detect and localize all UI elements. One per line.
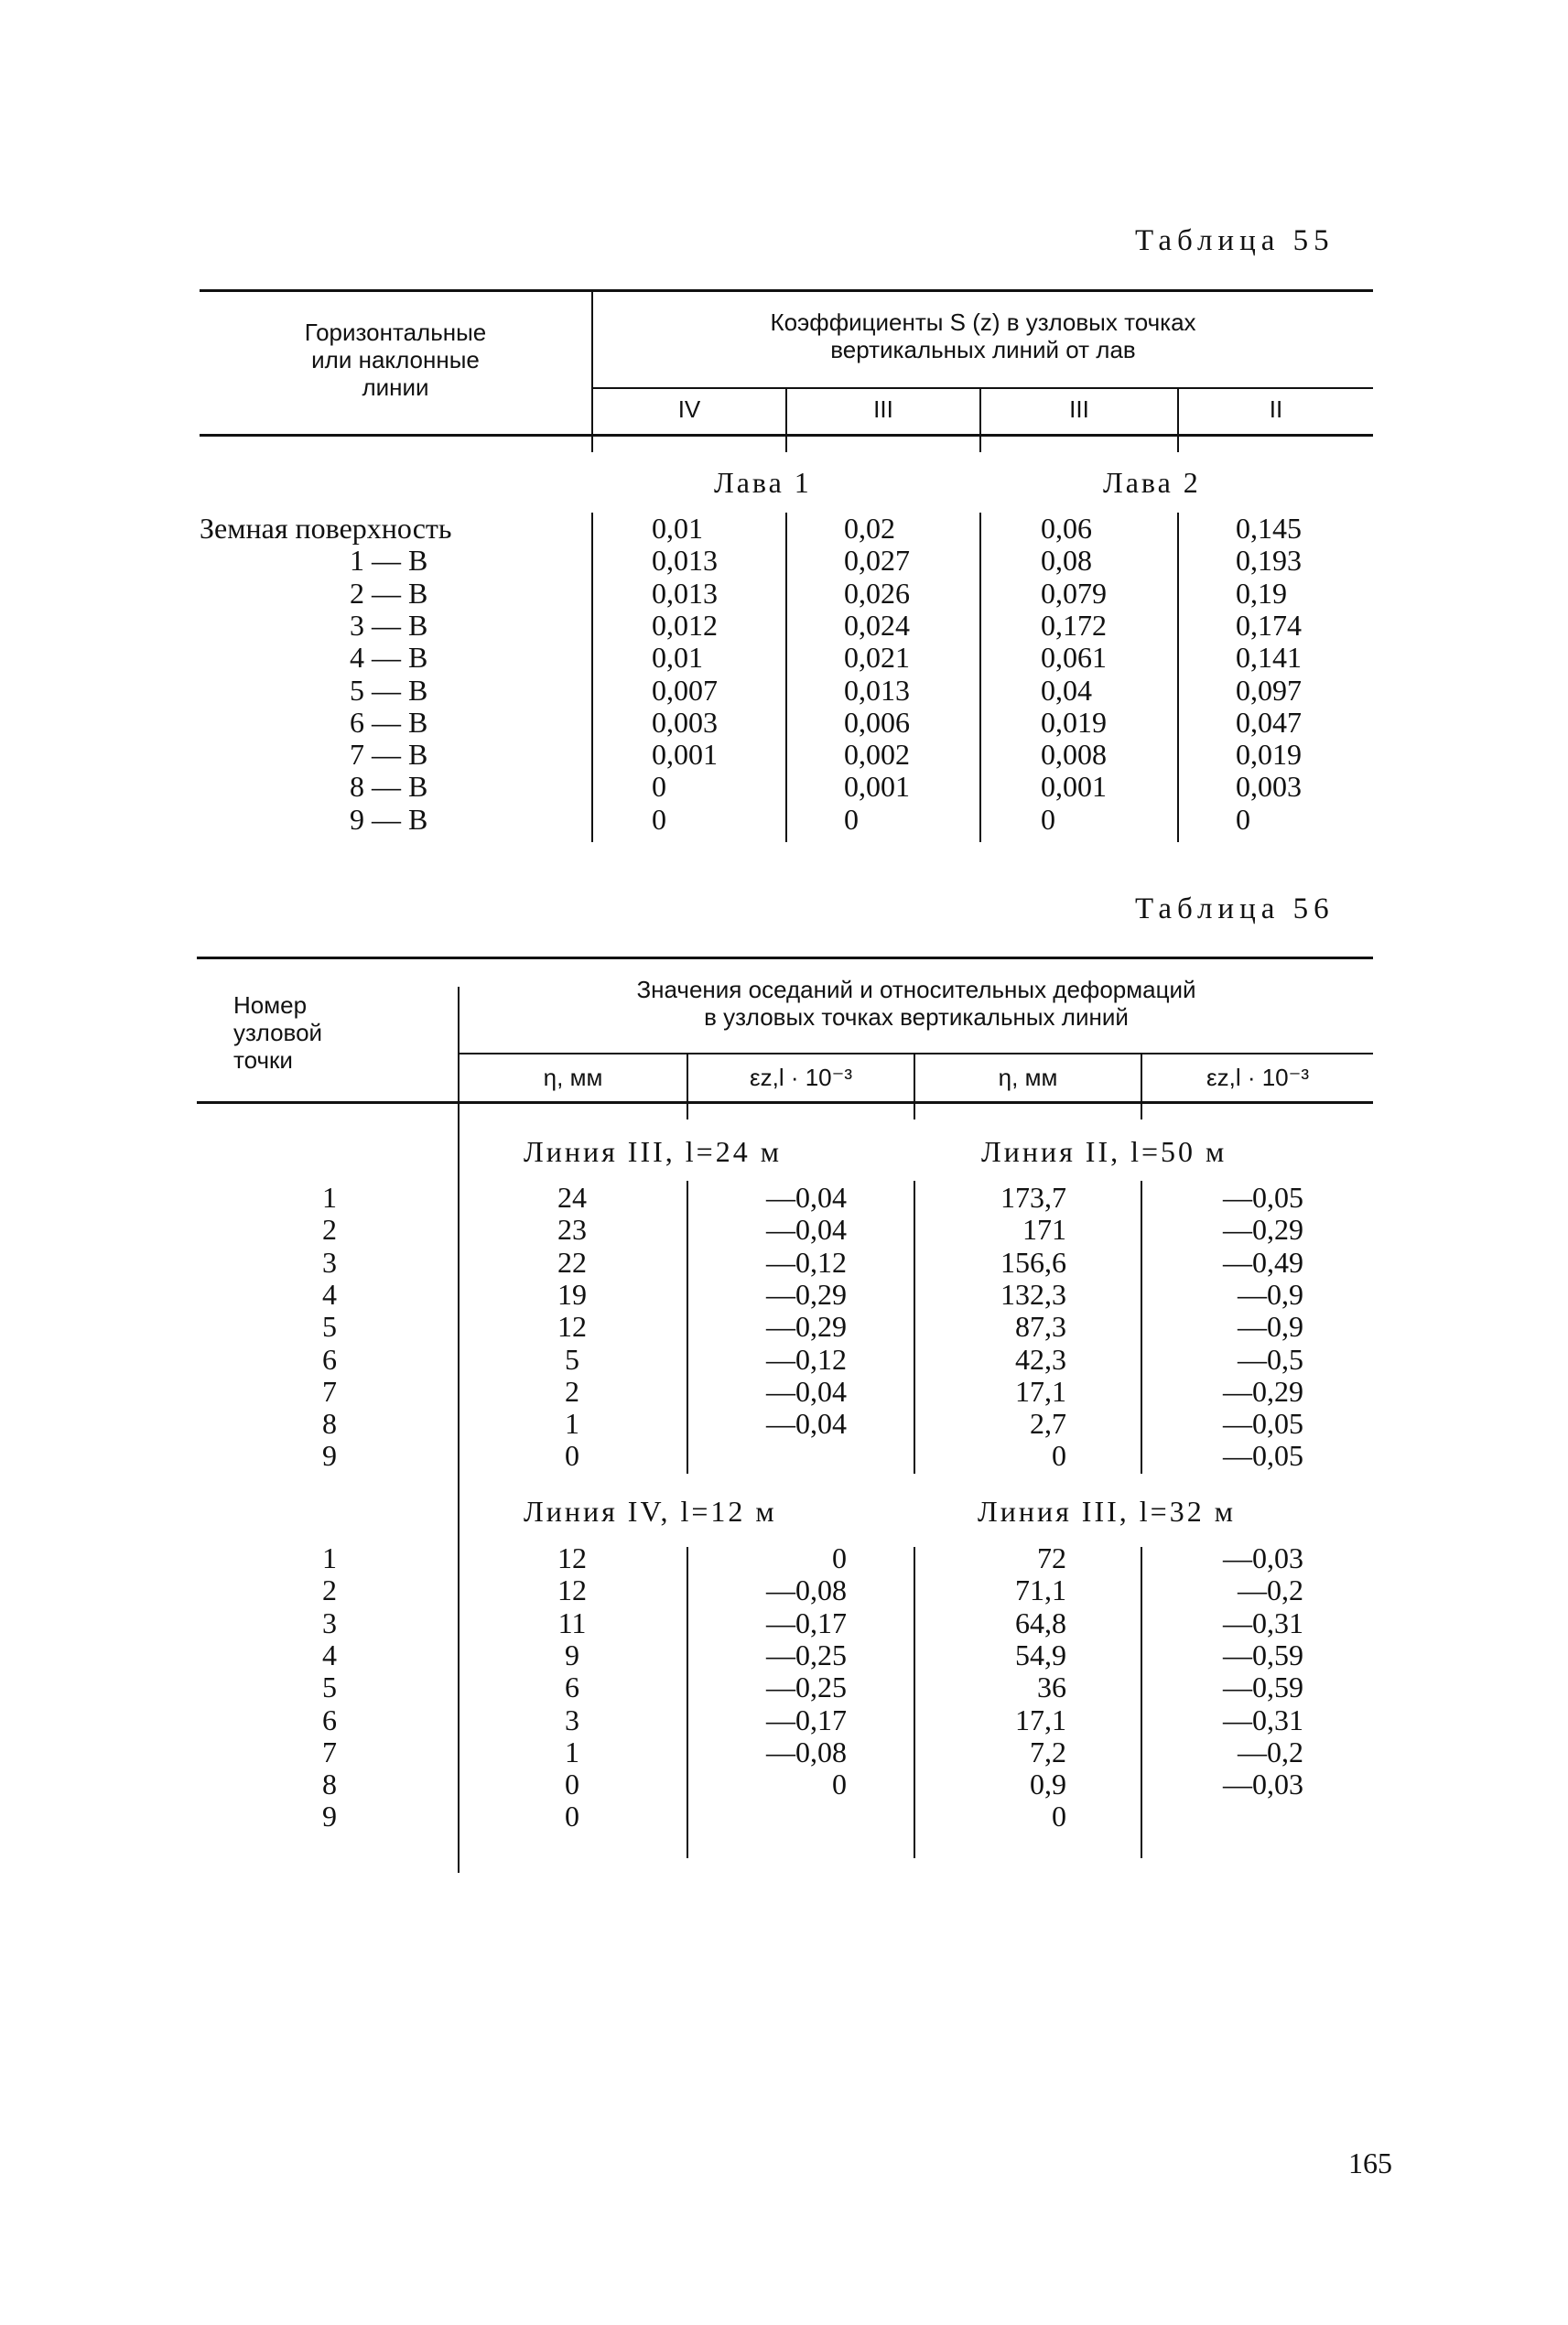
table-55-cell: 0,003 bbox=[1236, 770, 1302, 804]
table-56-eta-right: 64,8 bbox=[1015, 1606, 1066, 1639]
table-56-subheader-rule bbox=[458, 1053, 1373, 1054]
table-55-cell: 0,04 bbox=[1041, 673, 1092, 707]
table-56-eps-left: —0,04 bbox=[766, 1181, 847, 1214]
table-56-point-number: 8 bbox=[322, 1768, 337, 1801]
table-56-divider-col3-s2 bbox=[914, 1547, 915, 1858]
table-56-eps-right: —0,2 bbox=[1238, 1573, 1303, 1607]
table-55-cell: 0,047 bbox=[1236, 705, 1302, 739]
table-55-subheader-3: III bbox=[1069, 395, 1089, 423]
table-56-divider-col2-s2 bbox=[687, 1547, 688, 1858]
table-56-eps-left: —0,04 bbox=[766, 1213, 847, 1247]
table-56-eta-right: 72 bbox=[1037, 1541, 1066, 1574]
table-56-point-number: 5 bbox=[322, 1671, 337, 1704]
table-56-eta-left: 12 bbox=[557, 1573, 587, 1607]
table-56-eps-left: —0,25 bbox=[766, 1638, 847, 1671]
table-56-section-1-left-title: Линия III, l=24 м bbox=[524, 1135, 782, 1168]
table-56-section-1-right-title: Линия II, l=50 м bbox=[981, 1135, 1227, 1168]
table-55-cell: 0,027 bbox=[844, 544, 910, 578]
table-56-eps-right: —0,03 bbox=[1223, 1768, 1303, 1801]
table-55-divider-main bbox=[591, 513, 593, 842]
table-55-cell: 0,013 bbox=[652, 576, 718, 610]
table-56-eps-right: —0,05 bbox=[1223, 1439, 1303, 1473]
table-56-eta-left: 1 bbox=[565, 1735, 579, 1768]
table-56-point-number: 9 bbox=[322, 1439, 337, 1473]
table-55-top-rule bbox=[200, 289, 1373, 292]
table-56-eps-right: —0,59 bbox=[1223, 1638, 1303, 1671]
table-55-row-label: 8 — В bbox=[350, 770, 428, 804]
table-55-group-lava-2: Лава 2 bbox=[1103, 466, 1201, 499]
table-56-eps-left: —0,12 bbox=[766, 1342, 847, 1376]
table-56-eta-left: 19 bbox=[557, 1277, 587, 1311]
table-55-cell: 0,019 bbox=[1041, 705, 1107, 739]
table-55-subheader-1: IV bbox=[677, 395, 701, 423]
table-56-eps-left: —0,17 bbox=[766, 1606, 847, 1639]
table-55-cell: 0,024 bbox=[844, 608, 910, 642]
table-56-eps-right: —0,9 bbox=[1238, 1277, 1303, 1311]
table-56-subheader-1: η, мм bbox=[543, 1064, 603, 1091]
table-56-eta-left: 0 bbox=[565, 1800, 579, 1833]
table-56-eta-right: 42,3 bbox=[1015, 1342, 1066, 1376]
table-55-cell: 0,01 bbox=[652, 641, 703, 675]
table-55-divider-col2-body bbox=[785, 513, 787, 842]
table-56-divider-col4-s2 bbox=[1141, 1547, 1142, 1858]
table-56-eps-left: —0,29 bbox=[766, 1310, 847, 1344]
table-56-eps-left: —0,08 bbox=[766, 1573, 847, 1607]
table-56-point-number: 6 bbox=[322, 1703, 337, 1736]
table-56-eta-right: 171 bbox=[1022, 1213, 1066, 1247]
table-55-row-label: 7 — В bbox=[350, 738, 428, 772]
table-55-cell: 0,007 bbox=[652, 673, 718, 707]
table-56-eta-left: 12 bbox=[557, 1541, 587, 1574]
table-56-top-rule bbox=[197, 957, 1373, 959]
table-56-point-number: 4 bbox=[322, 1277, 337, 1311]
table-55-cell: 0,021 bbox=[844, 641, 910, 675]
table-56-eps-left: —0,12 bbox=[766, 1245, 847, 1279]
table-55-cell: 0 bbox=[1236, 802, 1250, 836]
table-56-subheader-3: η, мм bbox=[998, 1064, 1058, 1091]
table-56-divider-col3-s1 bbox=[914, 1181, 915, 1474]
table-55-column-header: Коэффициенты S (z) в узловых точках вертикальных линий от лав bbox=[770, 308, 1196, 363]
table-56-point-number: 2 bbox=[322, 1573, 337, 1607]
table-55-row-header: Горизонтальные или наклонные линии bbox=[304, 319, 487, 401]
table-56-point-number: 2 bbox=[322, 1213, 337, 1247]
table-56-point-number: 3 bbox=[322, 1245, 337, 1279]
table-55-cell: 0,06 bbox=[1041, 512, 1092, 545]
table-55-cell: 0,19 bbox=[1236, 576, 1287, 610]
table-56-eta-right: 54,9 bbox=[1015, 1638, 1066, 1671]
table-55-subheader-4: II bbox=[1269, 395, 1283, 423]
table-56-divider-main bbox=[458, 987, 460, 1873]
table-56-eta-left: 23 bbox=[557, 1213, 587, 1247]
table-56-section-2-right-title: Линия III, l=32 м bbox=[978, 1495, 1236, 1528]
table-56-eps-left: 0 bbox=[832, 1541, 847, 1574]
table-56-eps-right: —0,05 bbox=[1223, 1407, 1303, 1441]
table-55-cell: 0,001 bbox=[1041, 770, 1107, 804]
table-56-eta-left: 22 bbox=[557, 1245, 587, 1279]
table-56-eta-right: 36 bbox=[1037, 1671, 1066, 1704]
table-56-caption: Таблица 56 bbox=[1135, 892, 1335, 925]
table-56-eta-left: 0 bbox=[565, 1439, 579, 1473]
table-56-eps-right: —0,59 bbox=[1223, 1671, 1303, 1704]
table-55-cell: 0,097 bbox=[1236, 673, 1302, 707]
table-56-subheader-2: εz,l · 10⁻³ bbox=[750, 1064, 852, 1091]
table-55-subheader-rule bbox=[593, 387, 1373, 389]
table-55-cell: 0,012 bbox=[652, 608, 718, 642]
table-56-eta-right: 2,7 bbox=[1030, 1407, 1066, 1441]
table-56-column-header: Значения оседаний и относительных деформаций в узловых точках вертикальных линий bbox=[636, 976, 1196, 1031]
table-56-divider-col2-s1 bbox=[687, 1181, 688, 1474]
table-55-row-label: 6 — В bbox=[350, 705, 428, 739]
table-56-eta-left: 0 bbox=[565, 1768, 579, 1801]
table-56-eta-left: 1 bbox=[565, 1407, 579, 1441]
table-55-row-label: 3 — В bbox=[350, 608, 428, 642]
table-56-eps-left: —0,04 bbox=[766, 1407, 847, 1441]
table-55-cell: 0,003 bbox=[652, 705, 718, 739]
table-55-cell: 0,013 bbox=[652, 544, 718, 578]
table-56-eta-right: 17,1 bbox=[1015, 1374, 1066, 1408]
table-56-eta-right: 173,7 bbox=[1000, 1181, 1066, 1214]
table-55-cell: 0,01 bbox=[652, 512, 703, 545]
table-55-cell: 0,006 bbox=[844, 705, 910, 739]
table-56-eps-right: —0,31 bbox=[1223, 1703, 1303, 1736]
table-55-cell: 0,193 bbox=[1236, 544, 1302, 578]
table-55-cell: 0,02 bbox=[844, 512, 895, 545]
table-56-eta-right: 0 bbox=[1052, 1800, 1066, 1833]
table-56-eta-right: 156,6 bbox=[1000, 1245, 1066, 1279]
table-55-divider-col4-body bbox=[1177, 513, 1179, 842]
table-55-subheader-2: III bbox=[873, 395, 893, 423]
table-56-eta-left: 2 bbox=[565, 1374, 579, 1408]
table-56-eta-left: 11 bbox=[557, 1606, 587, 1639]
table-56-header-bottom-rule bbox=[197, 1101, 1373, 1104]
table-56-eta-left: 6 bbox=[565, 1671, 579, 1704]
table-56-eps-left: —0,08 bbox=[766, 1735, 847, 1768]
table-55-cell: 0 bbox=[844, 802, 859, 836]
table-55-cell: 0,141 bbox=[1236, 641, 1302, 675]
table-55-cell: 0,019 bbox=[1236, 738, 1302, 772]
table-55-cell: 0,001 bbox=[844, 770, 910, 804]
table-55-row-label: 5 — В bbox=[350, 673, 428, 707]
table-56-eta-right: 71,1 bbox=[1015, 1573, 1066, 1607]
table-56-eps-left: 0 bbox=[832, 1768, 847, 1801]
table-56-subheader-4: εz,l · 10⁻³ bbox=[1206, 1064, 1309, 1091]
table-56-eps-right: —0,29 bbox=[1223, 1213, 1303, 1247]
table-56-eps-left: —0,29 bbox=[766, 1277, 847, 1311]
table-56-eta-left: 24 bbox=[557, 1181, 587, 1214]
table-56-point-number: 3 bbox=[322, 1606, 337, 1639]
table-56-row-header: Номер узловой точки bbox=[233, 991, 323, 1074]
table-55-cell: 0,026 bbox=[844, 576, 910, 610]
table-55-row-label: Земная поверхность bbox=[200, 512, 452, 545]
table-56-eps-right: —0,29 bbox=[1223, 1374, 1303, 1408]
table-56-eta-right: 0 bbox=[1052, 1439, 1066, 1473]
table-56-point-number: 1 bbox=[322, 1181, 337, 1214]
table-55-cell: 0,079 bbox=[1041, 576, 1107, 610]
table-56-eps-left: —0,17 bbox=[766, 1703, 847, 1736]
table-56-point-number: 6 bbox=[322, 1342, 337, 1376]
table-55-row-label: 4 — В bbox=[350, 641, 428, 675]
table-55-cell: 0 bbox=[1041, 802, 1055, 836]
table-56-eps-right: —0,49 bbox=[1223, 1245, 1303, 1279]
table-56-eta-left: 9 bbox=[565, 1638, 579, 1671]
table-56-point-number: 7 bbox=[322, 1374, 337, 1408]
table-56-eta-left: 5 bbox=[565, 1342, 579, 1376]
table-56-eta-left: 12 bbox=[557, 1310, 587, 1344]
table-55-group-lava-1: Лава 1 bbox=[714, 466, 812, 499]
table-56-eps-left: —0,25 bbox=[766, 1671, 847, 1704]
table-56-eta-right: 87,3 bbox=[1015, 1310, 1066, 1344]
table-56-eps-right: —0,05 bbox=[1223, 1181, 1303, 1214]
table-56-divider-col4-s1 bbox=[1141, 1181, 1142, 1474]
table-55-cell: 0,08 bbox=[1041, 544, 1092, 578]
table-56-eps-right: —0,2 bbox=[1238, 1735, 1303, 1768]
table-56-point-number: 5 bbox=[322, 1310, 337, 1344]
table-55-cell: 0 bbox=[652, 770, 666, 804]
table-55-cell: 0,013 bbox=[844, 673, 910, 707]
table-56-point-number: 7 bbox=[322, 1735, 337, 1768]
table-55-cell: 0,008 bbox=[1041, 738, 1107, 772]
table-56-eps-left: —0,04 bbox=[766, 1374, 847, 1408]
table-56-eta-right: 7,2 bbox=[1030, 1735, 1066, 1768]
table-55-cell: 0 bbox=[652, 802, 666, 836]
table-55-row-label: 9 — В bbox=[350, 802, 428, 836]
table-56-section-2-left-title: Линия IV, l=12 м bbox=[524, 1495, 777, 1528]
table-56-point-number: 9 bbox=[322, 1800, 337, 1833]
table-55-row-label: 1 — В bbox=[350, 544, 428, 578]
table-56-eps-right: —0,9 bbox=[1238, 1310, 1303, 1344]
table-56-point-number: 1 bbox=[322, 1541, 337, 1574]
table-56-point-number: 8 bbox=[322, 1407, 337, 1441]
table-56-eps-right: —0,5 bbox=[1238, 1342, 1303, 1376]
table-56-eps-right: —0,31 bbox=[1223, 1606, 1303, 1639]
table-55-cell: 0,174 bbox=[1236, 608, 1302, 642]
table-55-cell: 0,002 bbox=[844, 738, 910, 772]
table-56-eps-right: —0,03 bbox=[1223, 1541, 1303, 1574]
table-55-cell: 0,001 bbox=[652, 738, 718, 772]
table-56-point-number: 4 bbox=[322, 1638, 337, 1671]
table-55-row-label: 2 — В bbox=[350, 576, 428, 610]
table-56-eta-right: 0,9 bbox=[1030, 1768, 1066, 1801]
table-55-cell: 0,145 bbox=[1236, 512, 1302, 545]
table-55-cell: 0,172 bbox=[1041, 608, 1107, 642]
table-56-eta-right: 17,1 bbox=[1015, 1703, 1066, 1736]
table-55-cell: 0,061 bbox=[1041, 641, 1107, 675]
table-55-caption: Таблица 55 bbox=[1135, 224, 1335, 257]
table-56-eta-right: 132,3 bbox=[1000, 1277, 1066, 1311]
page-number: 165 bbox=[1348, 2147, 1392, 2179]
table-55-divider-col3-body bbox=[979, 513, 981, 842]
table-56-eta-left: 3 bbox=[565, 1703, 579, 1736]
